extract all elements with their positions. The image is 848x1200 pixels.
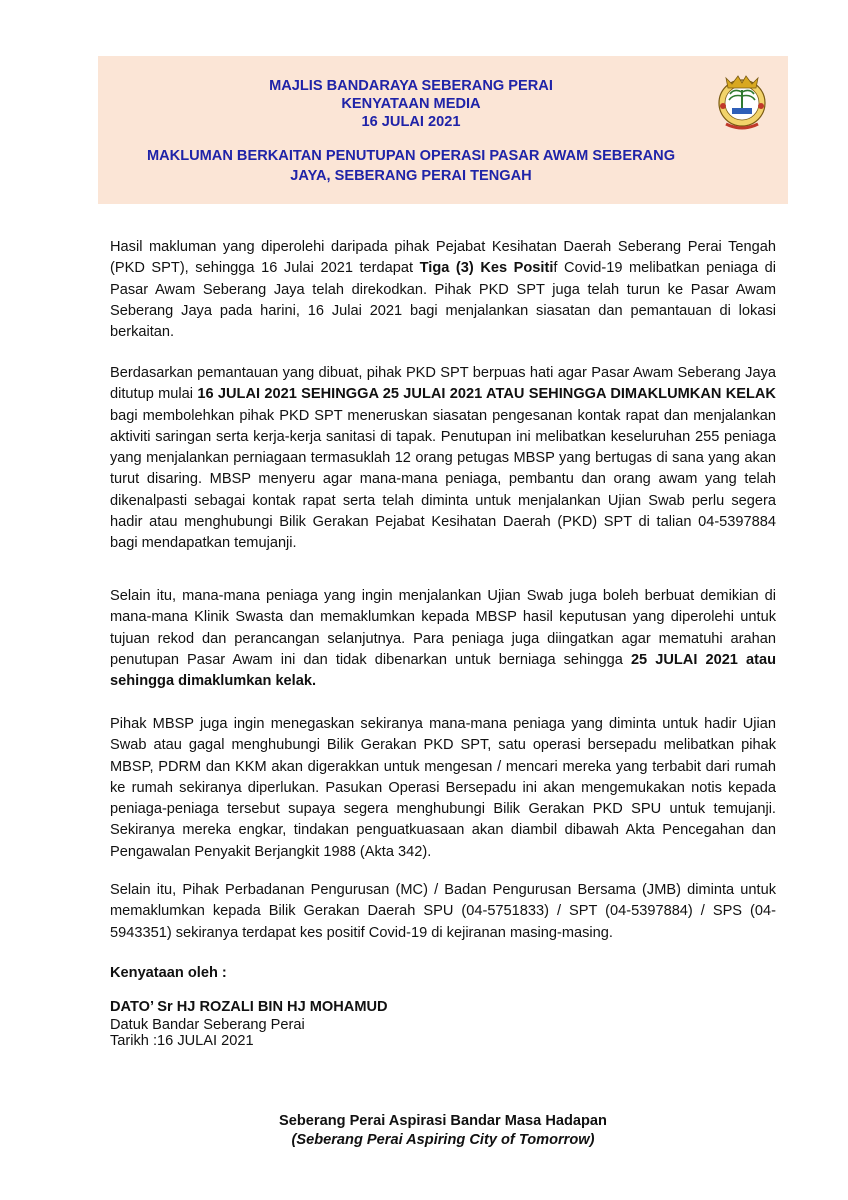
signatory-name: DATO’ Sr HJ ROZALI BIN HJ MOHAMUD xyxy=(110,999,388,1015)
footer-slogan-english: (Seberang Perai Aspiring City of Tomorrow) xyxy=(291,1132,595,1148)
paragraph-4: Pihak MBSP juga ingin menegaskan sekiranya mana-mana peniaga yang diminta untuk hadir Ujian Swab atau gagal menghubungi Bilik Gerakan PKD SPT, satu operasi bersepadu melibatkan pihak MBSP, PDRM dan KKM akan digerakkan untuk mengesan / mencari mereka yang terbabit dari rumah ke rumah sekiranya diperlukan. Pasukan Operasi Bersepadu ini akan mengemukakan notis kepada peniaga-peniaga tersebut supaya segera menghubungi Bilik Gerakan PKD SPU untuk temujanji. Sekiranya mereka engkar, tindakan penguatkuasaan akan diambil dibawah Akta Pencegahan dan Pengawalan Penyakit Berjangkit 1988 (Akta 342). xyxy=(110,716,776,860)
release-date: 16 JULAI 2021 xyxy=(361,114,461,130)
document-type: KENYATAAN MEDIA xyxy=(341,96,481,112)
paragraph-5: Selain itu, Pihak Perbadanan Pengurusan (MC) / Badan Pengurusan Bersama (JMB) diminta untuk memaklumkan kepada Bilik Gerakan Daerah SPU (04-5751833) / SPT (04-5397884) / SPS (04-5943351) sekiranya terdapat kes positif Covid-19 di kejiranan masing-masing. xyxy=(110,882,776,941)
paragraph-1: Hasil makluman yang diperolehi daripada pihak Pejabat Kesihatan Daerah Seberang Perai Tengah (PKD SPT), sehingga 16 Julai 2021 terdapat Tiga (3) Kes Positif Covid-19 melibatkan peniaga di Pasar Awam Seberang Jaya telah direkodkan. Pihak PKD SPT juga telah turun ke Pasar Awam Seberang Jaya pada harini, 16 Julai 2021 bagi menjalankan siasatan dan pemantauan di lokasi berkaitan. xyxy=(110,239,776,341)
headline-line-2: JAYA, SEBERANG PERAI TENGAH xyxy=(290,168,532,184)
signature-date: Tarikh :16 JULAI 2021 xyxy=(110,1033,254,1049)
mbsp-seal-icon xyxy=(716,70,768,130)
paragraph-3: Selain itu, mana-mana peniaga yang ingin menjalankan Ujian Swab juga boleh berbuat demikian di mana-mana Klinik Swasta dan memaklumkan kepada MBSP hasil keputusan yang diperolehi untuk tujuan rekod dan perancangan selanjutnya. Para peniaga juga diingatkan agar mematuhi arahan penutupan Pasar Awam ini dan tidak dibenarkan untuk berniaga sehingga 25 JULAI 2021 atau sehingga dimaklumkan kelak. xyxy=(110,588,776,690)
headline-line-1: MAKLUMAN BERKAITAN PENUTUPAN OPERASI PASAR AWAM SEBERANG xyxy=(146,148,676,164)
footer-slogan: Seberang Perai Aspirasi Bandar Masa Hadapan xyxy=(279,1113,607,1129)
signatory-title: Datuk Bandar Seberang Perai xyxy=(110,1017,305,1033)
paragraph-2: Berdasarkan pemantauan yang dibuat, pihak PKD SPT berpuas hati agar Pasar Awam Seberang Jaya ditutup mulai 16 JULAI 2021 SEHINGGA 25 JULAI 2021 ATAU SEHINGGA DIMAKLUMKAN KELAK bagi membolehkan pihak PKD SPT meneruskan siasatan pengesanan kontak rapat dan menjalankan aktiviti saringan serta kerja-kerja sanitasi di tapak. Penutupan ini melibatkan keseluruhan 255 peniaga yang menjalankan perniagaan termasuklah 12 orang petugas MBSP yang bertugas di sana yang akan turut disaring. MBSP menyeru agar mana-mana peniaga, pembantu dan orang awam yang telah dikenalpasti sebagai kontak rapat serta telah diminta untuk menjalankan Ujian Swab perlu segera hadir atau menghubungi Bilik Gerakan Pejabat Kesihatan Daerah (PKD) SPT di talian 04-5397884 bagi mendapatkan temujanji. xyxy=(110,365,776,552)
org-name: MAJLIS BANDARAYA SEBERANG PERAI xyxy=(269,78,553,94)
statement-by-label: Kenyataan oleh : xyxy=(110,965,227,981)
